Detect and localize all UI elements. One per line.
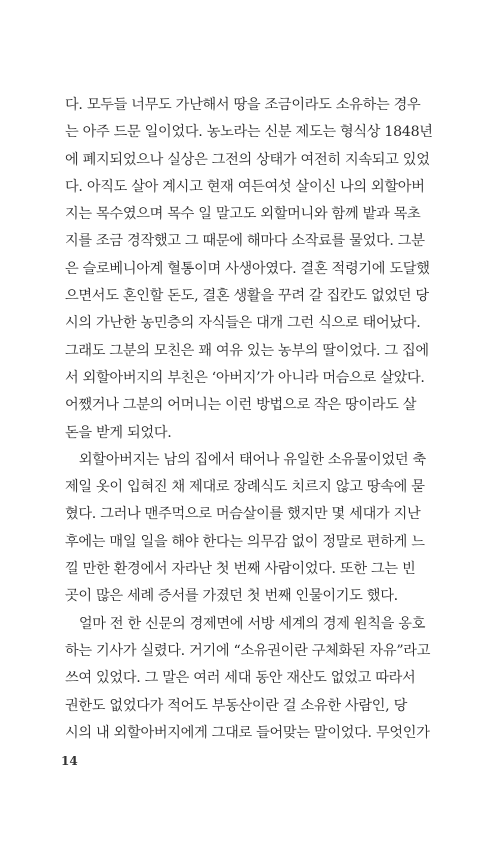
text-line: 어쨌거나 그분의 어머니는 이런 방법으로 작은 땅이라도 살 xyxy=(65,397,417,414)
text-line: 는 아주 드문 일이었다. 농노라는 신분 제도는 형식상 1848년 xyxy=(65,124,433,141)
text-line: 곳이 많은 세례 증서를 가졌던 첫 번째 인물이기도 했다. xyxy=(65,588,398,605)
text-line: 제일 옷이 입혀진 채 제대로 장례식도 치르지 않고 땅속에 묻 xyxy=(65,479,425,496)
text-line: 다. 모두들 너무도 가난해서 땅을 조금이라도 소유하는 경우 xyxy=(65,97,421,113)
text-line: 은 슬로베니아계 혈통이며 사생아였다. 결혼 적령기에 도달했 xyxy=(65,260,430,277)
page-number: 14 xyxy=(61,754,78,768)
body-text xyxy=(65,92,441,747)
text-line: 으면서도 혼인할 돈도, 결혼 생활을 꾸려 갈 집칸도 없었던 당 xyxy=(65,288,429,305)
text-line: 서 외할아버지의 부친은 ‘아버지’가 아니라 머슴으로 살았다. xyxy=(65,369,425,386)
text-line: 낄 만한 환경에서 자라난 첫 번째 사람이었다. 또한 그는 빈 xyxy=(65,561,416,578)
text-line: 지는 목수였으며 목수 일 말고도 외할머니와 함께 밭과 목초 xyxy=(65,206,421,223)
text-line: 혔다. 그러나 맨주먹으로 머슴살이를 했지만 몇 세대가 지난 xyxy=(65,506,421,523)
text-line: 시의 내 외할아버지에게 그대로 들어맞는 말이었다. 무엇인가 xyxy=(65,724,430,741)
text-line: 그래도 그분의 모친은 꽤 여유 있는 농부의 딸이었다. 그 집에 xyxy=(65,342,429,359)
text-line: 시의 가난한 농민층의 자식들은 대개 그런 식으로 태어났다. xyxy=(65,315,421,332)
text-line: 돈을 받게 되었다. xyxy=(65,424,172,441)
text-line: 지를 조금 경작했고 그 때문에 해마다 소작료를 물었다. 그분 xyxy=(65,233,425,250)
text-line: 권한도 없었다가 적어도 부동산이란 걸 소유한 사람인, 당 xyxy=(65,697,407,714)
text-line: 다. 아직도 살아 계시고 현재 여든여섯 살이신 나의 외할아버 xyxy=(65,178,425,195)
text-line: 쓰여 있었다. 그 말은 여러 세대 동안 재산도 없었고 따라서 xyxy=(65,670,416,687)
text-line: 하는 기사가 실렸다. 거기에 “소유권이란 구체화된 자유”라고 xyxy=(65,642,431,659)
text-line: 후에는 매일 일을 해야 한다는 의무감 없이 정말로 편하게 느 xyxy=(65,533,425,550)
text-line: 에 폐지되었으나 실상은 그전의 상태가 여전히 지속되고 있었 xyxy=(65,151,430,168)
text-line: 얼마 전 한 신문의 경제면에 서방 세계의 경제 원칙을 옹호 xyxy=(65,615,426,632)
text-line: 외할아버지는 남의 집에서 태어나 유일한 소유물이었던 축 xyxy=(65,451,426,468)
